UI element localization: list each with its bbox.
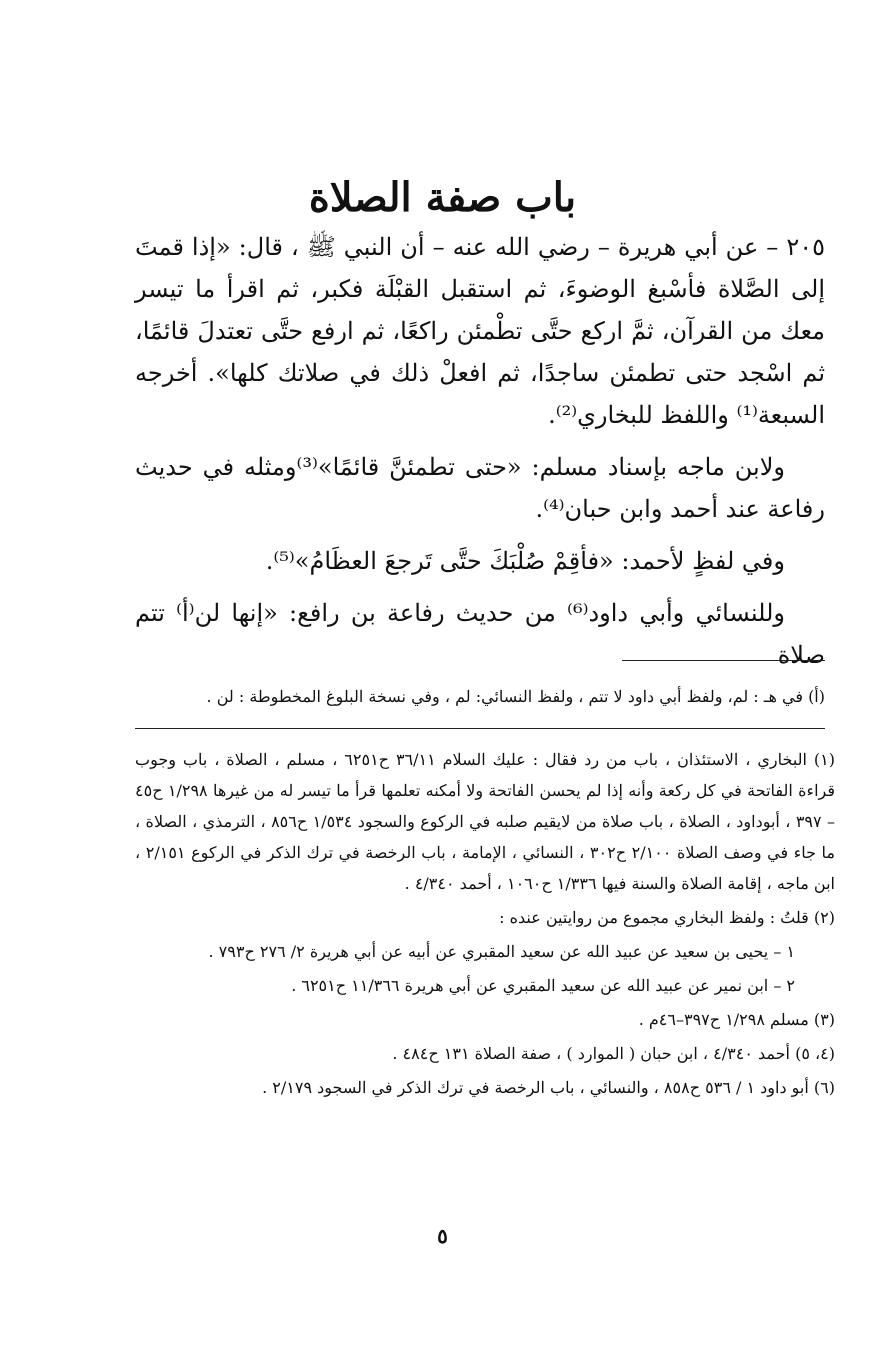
footnotes-divider — [135, 728, 825, 729]
footnote-2-item-1: ١ – يحيى بن سعيد عن عبيد الله عن سعيد المقبري عن أبيه عن أبي هريرة ٢/ ٢٧٦ ح٧٩٣ . — [208, 942, 795, 961]
variant-note: (أ) في هـ : لم، ولفظ أبي داود لا تتم ، ولفظ النسائي: لم ، وفي نسخة البلوغ المخطوطة : لن . — [206, 687, 825, 706]
footnote-4-5: (٤، ٥) أحمد ٤/٣٤٠ ، ابن حبان ( الموارد ) ، صفة الصلاة ١٣١ ح٤٨٤ . — [392, 1044, 835, 1063]
main-divider — [622, 660, 825, 661]
footnote-1: (١) البخاري ، الاستئذان ، باب من رد فقال : عليك السلام ٣٦/١١ ح٦٢٥١ ، مسلم ، الصلاة ، باب وجوب قراءة الفاتحة في كل ركعة وأنه إذا لم يحسن الفاتحة ولا أمكنه تعلمها قرأ ما تيسر له من غيرها ١/٢٩٨ ح٤٥ – ٣٩٧ ، أبوداود ، الصلاة ، باب صلاة من لايقيم صلبه في الركوع والسجود ١/٥٣٤ ح٨٥٦ ، الترمذي ، الصلاة ، ما جاء في وصف الصلاة ٢/١٠٠ ح٣٠٢ ، النسائي ، الإمامة ، باب الرخصة في ترك الذكر في الركوع ٢/١٥١ ، ابن ماجه ، إقامة الصلاة والسنة فيها ١/٣٣٦ ح١٠٦٠ ، أحمد ٤/٣٤٠ . — [135, 750, 836, 893]
footnote-2-item-2: ٢ – ابن نمير عن عبيد الله عن سعيد المقبري عن أبي هريرة ١١/٣٦٦ ح٦٢٥١ . — [291, 976, 795, 995]
main-text — [135, 226, 825, 686]
page-number: ٥ — [437, 1224, 448, 1248]
nasai-paragraph: وللنسائي وأبي داود⁽⁶⁾ من حديث رفاعة بن رافع: «إنها لن⁽أ⁾ تتم صلاة — [135, 599, 825, 669]
footnotes — [135, 744, 835, 1106]
footnote-2: (٢) قلتُ : ولفظ البخاري مجموع من روايتين عنده : — [499, 908, 835, 927]
footnote-3: (٣) مسلم ١/٢٩٨ ح٣٩٧–٤٦م . — [638, 1010, 835, 1029]
hadith-205-paragraph: ٢٠٥ – عن أبي هريرة – رضي الله عنه – أن النبي ﷺ ، قال: «إذا قمتَ إلى الصَّلاة فأسْبغ الوضوءَ، ثم استقبل القبْلَة فكبر، ثم اقرأ ما تيسر معك من القرآن، ثمَّ اركع حتَّى تطْمئن راكعًا، ثم ارفع حتَّى تعتدلَ قائمًا، ثم اسْجد حتى تطمئن ساجدًا، ثم افعلْ ذلك في صلاتك كلها». أخرجه السبعة⁽¹⁾ واللفظ للبخاري⁽²⁾. — [135, 233, 826, 429]
chapter-title: باب صفة الصلاة — [308, 174, 577, 221]
ibn-majah-paragraph: ولابن ماجه بإسناد مسلم: «حتى تطمئنَّ قائمًا»⁽³⁾ومثله في حديث رفاعة عند أحمد وابن حبان⁽⁴⁾. — [135, 453, 825, 523]
footnote-6: (٦) أبو داود ١ / ٥٣٦ ح٨٥٨ ، والنسائي ، باب الرخصة في ترك الذكر في السجود ٢/١٧٩ . — [262, 1078, 835, 1097]
ahmad-paragraph: وفي لفظٍ لأحمد: «فأقِمْ صُلْبَكَ حتَّى تَرجعَ العظَامُ»⁽⁵⁾. — [265, 547, 785, 575]
